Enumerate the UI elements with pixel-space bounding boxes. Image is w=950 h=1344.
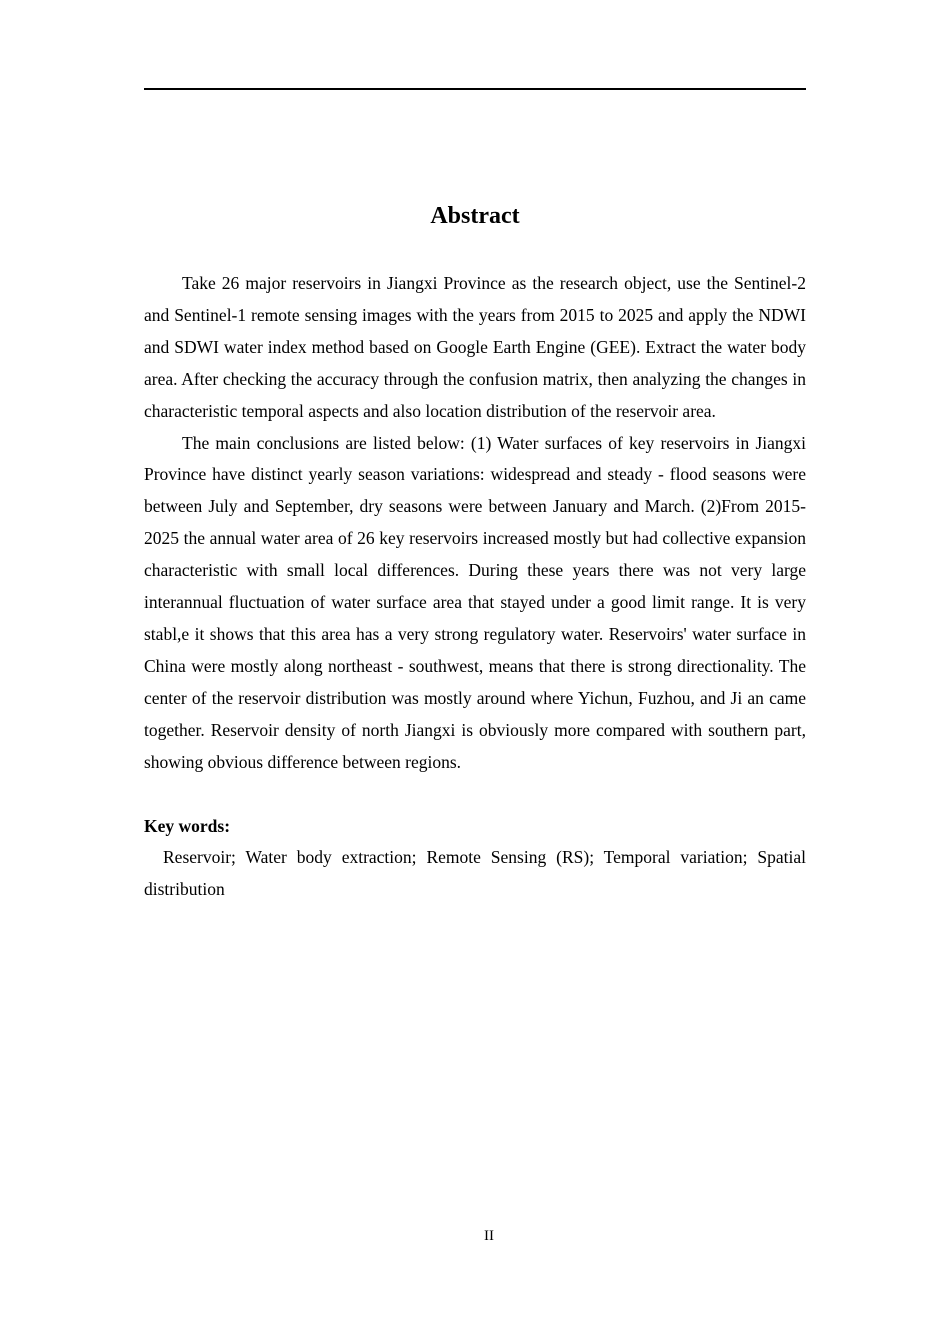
keywords-text: Reservoir; Water body extraction; Remote Sensing (RS); Temporal variation; Spatial distribution [144,847,806,900]
header-rule [144,88,806,90]
page-content [144,198,806,906]
keywords-section [144,811,806,907]
keywords-heading: Key words: [144,815,231,836]
abstract-body [144,268,806,779]
abstract-paragraph-1: Take 26 major reservoirs in Jiangxi Province as the research object, use the Sentinel-2 and Sentinel-1 remote sensing images with the years from 2015 to 2025 and apply the NDWI and SDWI water index method based on Google Earth Engine (GEE). Extract the water body area. After checking the accuracy through the confusion matrix, then analyzing the changes in characteristic temporal aspects and also location distribution of the reservoir area. [144,273,806,421]
abstract-title: Abstract [430,203,520,229]
page-number: II [484,1228,494,1244]
abstract-paragraph-2: The main conclusions are listed below: (1) Water surfaces of key reservoirs in Jiangxi Province have distinct yearly season variations: widespread and steady - flood seasons were between July and September, dry seasons were between January and March. (2)From 2015-2025 the annual water area of 26 key reservoirs increased mostly but had collective expansion characteristic with small local differences. During these years there was not very large interannual fluctuation of water surface area that stayed under a good limit range. It is very stabl,e it shows that this area has a very strong regulatory water. Reservoirs' water surface in China were mostly along northeast - southwest, means that there is strong directionality. The center of the reservoir distribution was mostly around where Yichun, Fuzhou, and Ji an came together. Reservoir density of north Jiangxi is obviously more compared with southern part, showing obvious difference between regions. [144,432,806,772]
